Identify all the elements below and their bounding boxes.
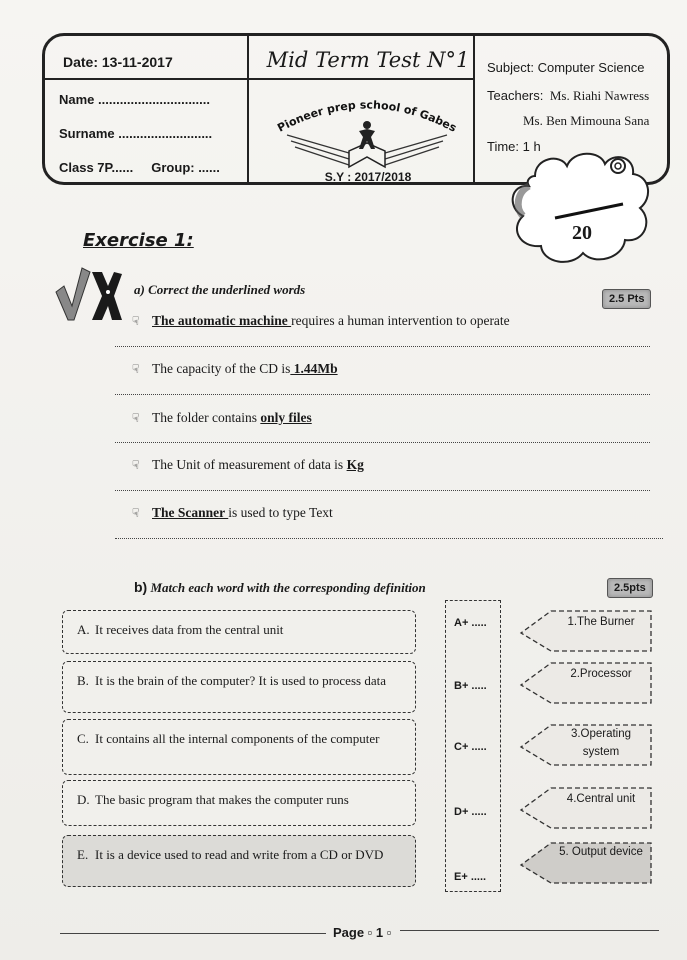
definition-c xyxy=(62,719,416,775)
divider xyxy=(45,78,247,80)
definition-e xyxy=(62,835,416,887)
definition-text: It contains all the internal components of the computer xyxy=(95,731,380,746)
answer-column xyxy=(445,600,501,892)
definition-text: It is the brain of the computer? It is used to process data xyxy=(95,673,386,688)
check-cross-mascot-icon xyxy=(52,262,124,324)
answer-slot-b[interactable]: B+ ..... xyxy=(454,680,487,692)
definition-letter: C. xyxy=(77,731,89,746)
answer-line[interactable] xyxy=(115,538,663,539)
class-group-fields xyxy=(59,160,220,175)
definition-text: The basic program that makes the computer runs xyxy=(95,792,349,807)
answer-slot-d[interactable]: D+ ..... xyxy=(454,806,487,818)
underlined-word: only files xyxy=(260,410,312,425)
underlined-word: 1.44Mb xyxy=(290,361,338,376)
question-text: is used to type Text xyxy=(228,505,333,520)
underlined-word: Kg xyxy=(346,457,364,472)
divider xyxy=(400,930,659,931)
part-b-instruction: Match each word with the corresponding definition xyxy=(150,580,426,595)
hand-pointer-icon: ☟ xyxy=(132,314,140,328)
part-a-heading: a) Correct the underlined words xyxy=(134,282,306,297)
teachers-label: Teachers: xyxy=(487,88,544,103)
question-text: The Unit of measurement of data is xyxy=(152,457,347,472)
word-card-processor xyxy=(515,661,653,705)
class-field[interactable]: Class 7P...... xyxy=(59,160,134,175)
underlined-word: The Scanner xyxy=(152,505,229,520)
subject-label: Subject: Computer Science xyxy=(487,60,645,75)
hand-pointer-icon: ☟ xyxy=(132,411,140,425)
answer-line[interactable] xyxy=(115,394,650,395)
definition-letter: D. xyxy=(77,792,90,807)
points-badge: 2.5pts xyxy=(607,578,653,598)
part-b-heading xyxy=(134,579,426,596)
time-label: Time: 1 h xyxy=(487,139,541,154)
answer-slot-e[interactable]: E+ ..... xyxy=(454,871,487,883)
answer-line[interactable] xyxy=(115,346,650,347)
score-total: 20 xyxy=(572,222,592,244)
answer-slot-a[interactable]: A+ ..... xyxy=(454,617,487,629)
word-label: 4.Central unit xyxy=(566,793,636,805)
definition-b xyxy=(62,661,416,713)
score-cloud-icon xyxy=(505,148,655,273)
definition-a xyxy=(62,610,416,654)
points-badge: 2.5 Pts xyxy=(602,289,651,309)
exercise-title: Exercise 1: xyxy=(83,230,194,251)
word-label: 2.Processor xyxy=(570,668,632,680)
answer-slot-c[interactable]: C+ ..... xyxy=(454,741,487,753)
definition-text: It receives data from the central unit xyxy=(95,622,284,637)
date-label: Date: 13-11-2017 xyxy=(63,54,173,70)
definition-d xyxy=(62,780,416,826)
question-item xyxy=(132,361,338,377)
answer-line[interactable] xyxy=(115,442,650,443)
svg-text:Pioneer prep school of Gabes: Pioneer prep school of Gabes xyxy=(275,98,459,135)
question-item xyxy=(132,505,333,521)
word-card-output-device xyxy=(515,841,653,885)
surname-field[interactable]: Surname .......................... xyxy=(59,126,213,141)
word-label: 5. Output device xyxy=(559,846,643,858)
group-field[interactable]: Group: ...... xyxy=(151,160,220,175)
teacher-name: Ms. Riahi Nawress xyxy=(549,88,650,103)
question-text: requires a human intervention to operate xyxy=(291,313,510,328)
hand-pointer-icon: ☟ xyxy=(132,362,140,376)
test-title: Mid Term Test N°1 xyxy=(266,48,470,72)
divider xyxy=(247,36,249,182)
answer-line[interactable] xyxy=(115,490,650,491)
question-item xyxy=(132,457,364,473)
definition-letter: A. xyxy=(77,622,90,637)
divider xyxy=(247,78,473,80)
word-card-operating-system xyxy=(515,723,653,767)
teacher-name: Ms. Ben Mimouna Sana xyxy=(523,113,650,128)
definition-text: It is a device used to read and write from a CD or DVD xyxy=(95,847,384,862)
page-number: Page ▫ 1 ▫ xyxy=(333,925,392,940)
question-text: The capacity of the CD is xyxy=(152,361,291,376)
question-item xyxy=(132,410,312,426)
underlined-word: The automatic machine xyxy=(152,313,292,328)
word-card-central-unit xyxy=(515,786,653,830)
school-year: S.Y : 2017/2018 xyxy=(324,170,412,184)
school-logo-icon xyxy=(267,91,467,171)
word-label: 1.The Burner xyxy=(567,616,635,628)
name-field[interactable]: Name ............................... xyxy=(59,92,210,107)
word-label: 3.Operating system xyxy=(570,728,632,758)
definition-letter: E. xyxy=(77,847,89,862)
question-text: The folder contains xyxy=(152,410,261,425)
teachers-row xyxy=(487,88,649,104)
hand-pointer-icon: ☟ xyxy=(132,506,140,520)
divider xyxy=(60,933,326,934)
question-item xyxy=(132,313,510,329)
part-b-label: b) xyxy=(134,579,148,595)
definition-letter: B. xyxy=(77,673,89,688)
hand-pointer-icon: ☟ xyxy=(132,458,140,472)
word-card-burner xyxy=(515,609,653,653)
